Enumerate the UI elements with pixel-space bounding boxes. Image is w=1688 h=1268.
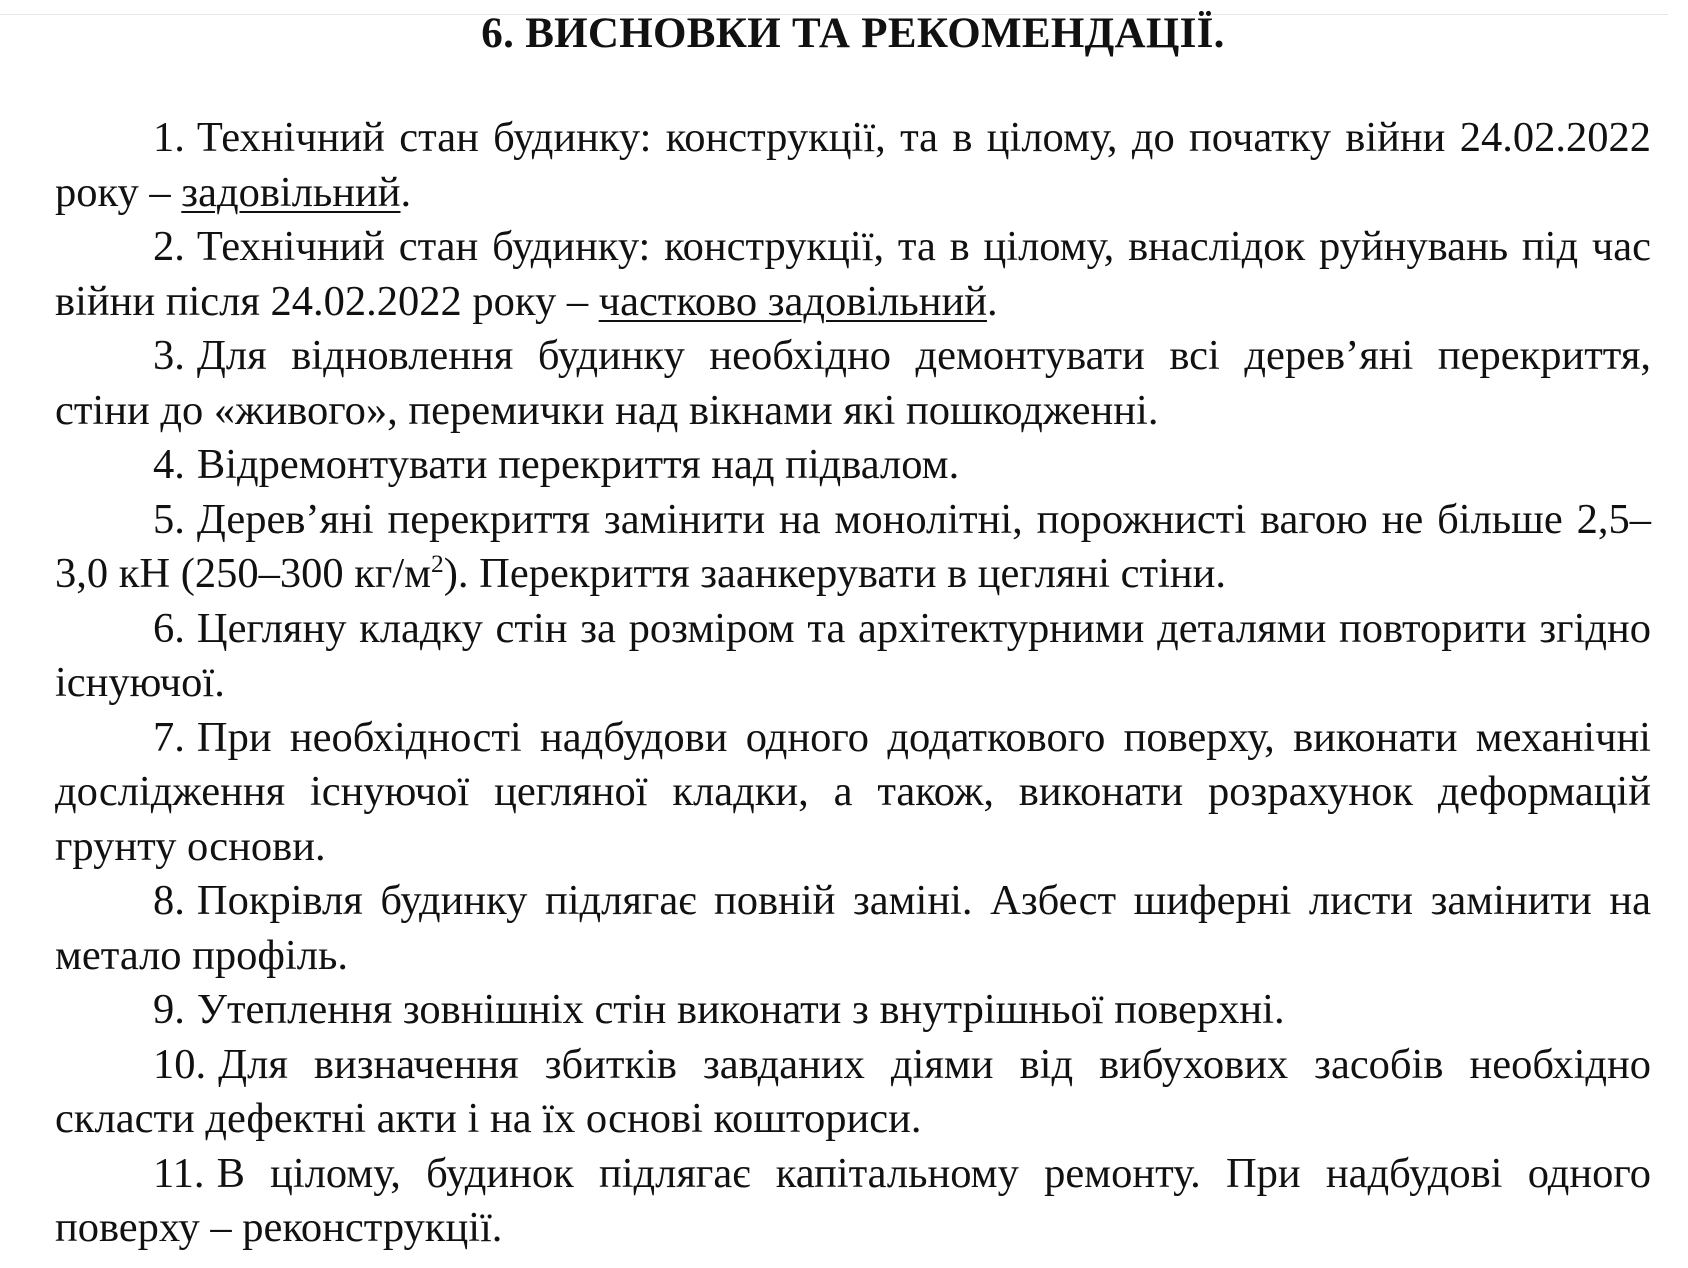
item-number: 7. bbox=[153, 713, 185, 761]
list-item-7 bbox=[55, 711, 1651, 875]
list-item-9 bbox=[55, 983, 1651, 1038]
item-text: Покрівля будинку підлягає повній заміні. Азбест шиферні листи замінити на метало профіль. bbox=[55, 877, 1651, 979]
item-number: 6. bbox=[153, 604, 185, 652]
list-item-10 bbox=[55, 1038, 1651, 1147]
item-text: Для відновлення будинку необхідно демонтувати всі дерев’яні перекриття, стіни до «живого», перемички над вікнами які пошкодженні. bbox=[55, 332, 1651, 434]
list-item-11 bbox=[55, 1147, 1651, 1256]
item-text: Технічний стан будинку: конструкції, та в цілому, внаслідок руйнувань під час війни після 24.02.2022 року – bbox=[55, 223, 1651, 325]
item-number: 4. bbox=[153, 441, 185, 488]
item-number: 2. bbox=[153, 223, 185, 270]
list-item-3 bbox=[55, 329, 1651, 438]
section-title: 6. ВИСНОВКИ ТА РЕКОМЕНДАЦІЇ. bbox=[481, 10, 1225, 57]
condition-rating: частково задовільний bbox=[598, 277, 987, 325]
item-number: 11. bbox=[153, 1149, 205, 1197]
list-item-4 bbox=[55, 438, 1651, 493]
list-item-1: 1. Технічний стан будинку: конструкції, та в цілому, до початку війни 24.02.2022 року – задовільний. bbox=[55, 114, 1651, 216]
item-text: Технічний стан будинку: конструкції, та в цілому, до початку війни 24.02.2022 року – bbox=[55, 114, 1651, 216]
list-item-5: 5. Дерев’яні перекриття замінити на монолітні, порожнисті вагою не більше 2,5–3,0 кН (250–300 $кг/м^2$). Перекриття заанкерувати в цегляні стіни. bbox=[55, 495, 1651, 597]
item-text: В цілому, будинок підлягає капітальному ремонту. При надбудові одного поверху – реконструкції. bbox=[55, 1149, 1651, 1251]
item-number: 5. bbox=[153, 495, 185, 543]
item-number: 3. bbox=[153, 332, 185, 379]
item-text: Утеплення зовнішніх стін виконати з внутрішньої поверхні. bbox=[196, 986, 1285, 1033]
item-number: 9. bbox=[153, 986, 185, 1033]
item-text: Дерев’яні перекриття замінити на монолітні, порожнисті вагою не більше 2,5–3,0 кН (250–300 кг/м bbox=[55, 495, 1651, 597]
document-page bbox=[55, 0, 1651, 1256]
list-item-2: 2. Технічний стан будинку: конструкції, та в цілому, внаслідок руйнувань під час війни після 24.02.2022 року – частково задовільний. bbox=[55, 223, 1651, 325]
list-item-8 bbox=[55, 874, 1651, 983]
item-text: Для визначення збитків завданих діями від вибухових засобів необхідно скласти дефектні акти і на їх основі кошториси. bbox=[55, 1040, 1651, 1142]
condition-rating: задовільний bbox=[181, 168, 401, 216]
item-number: 10. bbox=[153, 1040, 207, 1088]
item-text: Відремонтувати перекриття над підвалом. bbox=[196, 441, 960, 488]
item-text: При необхідності надбудови одного додаткового поверху, виконати механічні дослідження існуючої цегляної кладки, а також, виконати розрахунок деформацій грунту основи. bbox=[55, 713, 1651, 870]
conclusions-list bbox=[55, 111, 1651, 1256]
item-number: 8. bbox=[153, 877, 185, 924]
item-number: 1. bbox=[153, 114, 185, 161]
superscript: 2 bbox=[431, 548, 444, 578]
item-text: Цегляну кладку стін за розміром та архітектурними деталями повторити згідно існуючої. bbox=[55, 604, 1651, 706]
list-item-6 bbox=[55, 602, 1651, 711]
